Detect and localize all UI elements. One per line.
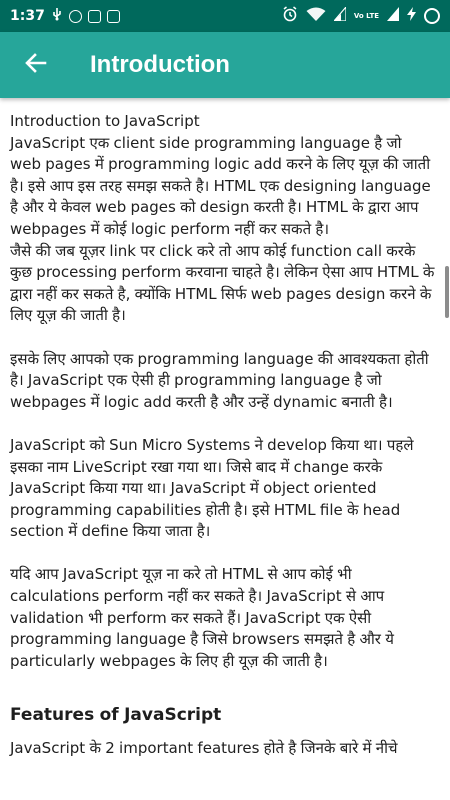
volte-label: Vo LTE: [353, 11, 379, 20]
paragraph-gap: [10, 327, 436, 349]
alarm-icon: [282, 6, 298, 26]
signal-icon: [334, 7, 346, 25]
status-time: 1:37: [10, 8, 45, 24]
arrow-left-icon: [24, 51, 48, 79]
app-bar: [0, 32, 450, 98]
article-paragraph: JavaScript को Sun Micro Systems ने develop किया था। पहले इसका नाम LiveScript रखा गया था। जिसे बाद में change करके JavaScript किया गया था। JavaScript में object oriented programming capabilities होती है। इसे HTML file के head section में define किया जाता है।: [10, 435, 414, 541]
status-bar: [0, 0, 450, 32]
whatsapp-icon: [69, 10, 82, 23]
bolt-icon: [407, 7, 416, 25]
signal-icon: [387, 7, 399, 25]
scrollbar[interactable]: [445, 266, 449, 318]
article-scroll-area: [0, 98, 450, 759]
android-icon: [107, 10, 120, 23]
features-paragraph: JavaScript के 2 important features होते है जिनके बारे में नीचे: [10, 739, 398, 758]
paragraph-gap: [10, 413, 436, 435]
status-bar-right: [282, 6, 440, 26]
article-paragraph: यदि आप JavaScript यूज़ ना करे तो HTML से आप कोई भी calculations perform नहीं कर सकते है। JavaScript से आप validation भी perform कर सकते हैं। JavaScript एक ऐसी programming language है जिसे browsers समझते है और ये particularly webpages के लिए ही यूज़ की जाती है।: [10, 565, 394, 670]
intro-heading: Introduction to JavaScript: [10, 112, 200, 130]
features-heading: Features of JavaScript: [10, 705, 222, 726]
article-content[interactable]: [0, 98, 450, 800]
page-title: Introduction: [90, 51, 230, 78]
battery-icon: [424, 8, 440, 24]
usb-icon: [51, 7, 63, 25]
article-paragraph: इसके लिए आपको एक programming language की आवश्यकता होती है। JavaScript एक ऐसी ही programming language है जो webpages में logic add करती है और उन्हें dynamic बनाती है।: [10, 349, 429, 411]
wifi-icon: [306, 7, 326, 26]
article-paragraph: जैसे की जब यूज़र link पर click करे तो आप कोई function call करके कुछ processing perform करवाना चाहते है। लेकिन ऐसा आप HTML के द्वारा नहीं कर सकते है, क्योंकि HTML सिर्फ web pages design करने के लिए यूज़ की जाती है।: [10, 241, 435, 325]
paragraph-gap: [10, 543, 436, 565]
status-bar-left: [10, 7, 120, 25]
back-button[interactable]: [8, 37, 64, 93]
android-icon: [88, 10, 101, 23]
article-paragraph: JavaScript एक client side programming language है जो web pages में programming logic add करने के लिए यूज़ की जाती है। इसे आप इस तरह समझ सकते है। HTML एक designing language है और ये केवल web pages को design करती है। HTML के द्वारा आप webpages में कोई logic perform नहीं कर सकते है।: [10, 133, 431, 238]
